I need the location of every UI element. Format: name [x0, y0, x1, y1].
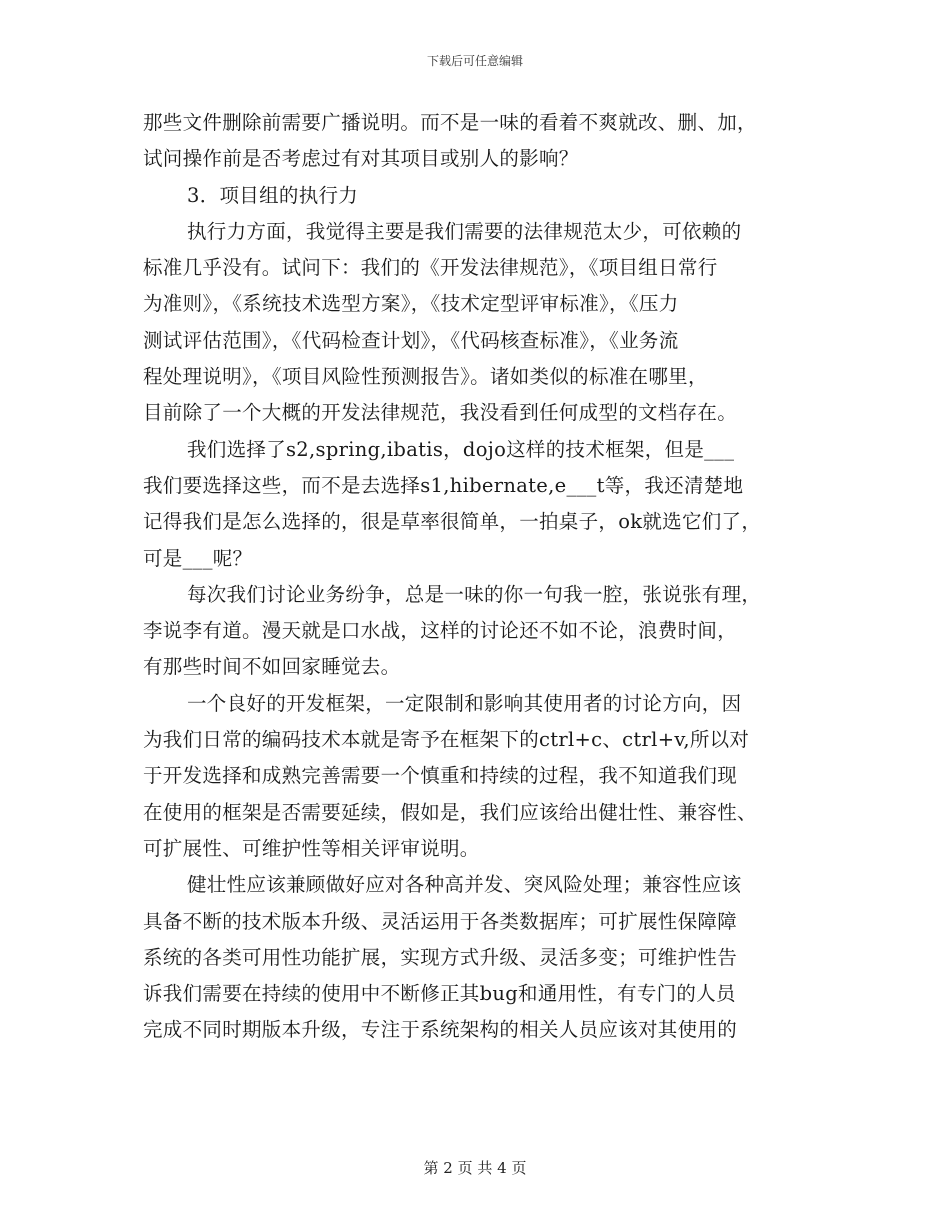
body-line: 我们要选择这些，而不是去选择s1,hibernate,e___t等，我还清楚地 [143, 473, 744, 497]
body-line: 记得我们是怎么选择的，很是草率很简单，一拍桌子，ok就选它们了， [143, 510, 762, 534]
body-line: 一个良好的开发框架，一定限制和影响其使用者的讨论方向，因 [187, 691, 742, 715]
body-line: 标准几乎没有。试问下：我们的《开发法律规范》，《项目组日常行 [143, 256, 718, 280]
body-line: 系统的各类可用性功能扩展，实现方式升级、灵活多变；可维护性告 [143, 945, 738, 969]
body-line: 完成不同时期版本升级，专注于系统架构的相关人员应该对其使用的 [143, 1018, 738, 1042]
body-line: 具备不断的技术版本升级、灵活运用于各类数据库；可扩展性保障障 [143, 909, 738, 933]
document-body [143, 105, 813, 1049]
body-line: 可是___呢？ [143, 546, 253, 570]
page-number: 第 2 页 共 4 页 [423, 1159, 527, 1177]
body-line: 健壮性应该兼顾做好应对各种高并发、突风险处理；兼容性应该 [187, 873, 742, 897]
body-line: 在使用的框架是否需要延续，假如是，我们应该给出健壮性、兼容性、 [143, 800, 757, 824]
body-line: 测试评估范围》，《代码检查计划》，《代码核查标准》，《业务流 [143, 328, 679, 352]
body-line: 目前除了一个大概的开发法律规范，我没看到任何成型的文档存在。 [143, 401, 738, 425]
body-line: 每次我们讨论业务纷争，总是一味的你一句我一腔，张说张有理， [187, 582, 762, 606]
body-line: 那些文件删除前需要广播说明。而不是一味的看着不爽就改、删、加， [143, 111, 757, 134]
body-line: 李说李有道。漫天就是口水战，这样的讨论还不如不论，浪费时间， [143, 619, 738, 643]
section-heading: 3．项目组的执行力 [187, 183, 359, 207]
body-line: 有那些时间不如回家睡觉去。 [143, 655, 401, 679]
body-line: 于开发选择和成熟完善需要一个慎重和持续的过程，我不知道我们现 [143, 764, 738, 788]
body-line: 试问操作前是否考虑过有对其项目或别人的影响？ [143, 147, 579, 171]
page-header: 下载后可任意编辑 [426, 54, 523, 68]
body-line: 诉我们需要在持续的使用中不断修正其bug和通用性，有专门的人员 [143, 982, 736, 1006]
body-line: 执行力方面，我觉得主要是我们需要的法律规范太少，可依赖的 [187, 219, 742, 243]
body-line: 为准则》，《系统技术选型方案》，《技术定型评审标准》，《压力 [143, 292, 679, 316]
body-line: 程处理说明》，《项目风险性预测报告》。诸如类似的标准在哪里， [143, 365, 708, 389]
body-line: 为我们日常的编码技术本就是寄予在框架下的ctrl+c、ctrl+v,所以对 [143, 728, 750, 752]
body-line: 可扩展性、可维护性等相关评审说明。 [143, 836, 480, 860]
body-line: 我们选择了s2,spring,ibatis，dojo这样的技术框架，但是___ [187, 437, 735, 461]
